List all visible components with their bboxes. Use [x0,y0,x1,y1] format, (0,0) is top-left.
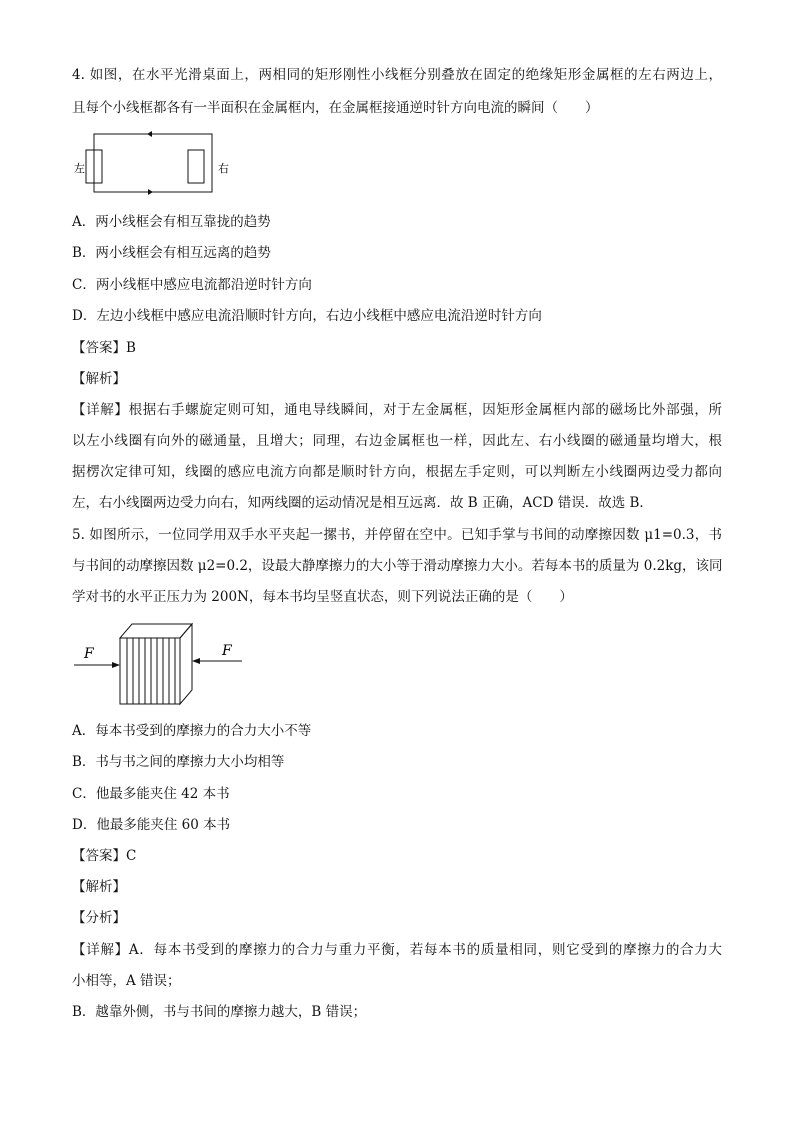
q5-detail-line-3: B．越靠外侧，书与书间的摩擦力越大，B 错误； [72,1004,367,1020]
q4-stem-line-1: 4. 如图，在水平光滑桌面上，两相同的矩形刚性小线框分别叠放在固定的绝缘矩形金属框的左右两边上， [72,67,722,83]
q4-figure [70,128,240,204]
q5-option-a: A．每本书受到的摩擦力的合力大小不等 [72,723,312,739]
q5-stem-line-3: 学对书的水平正压力为 200N，每本书均呈竖直状态，则下列说法正确的是（ ） [72,589,573,605]
q5-option-d: D．他最多能夹住 60 本书 [72,817,231,833]
q5-detail-line-1: 【详解】A．每本书受到的摩擦力的合力与重力平衡，若每本书的质量相同，则它受到的摩擦力的合力大 [72,942,722,958]
book-stack-side [180,624,192,704]
q4-detail-line-2: 以左小线圈有向外的磁通量，且增大；同理，右边金属框也一样，因此左、右小线圈的磁通量均增大，根 [72,433,722,449]
book-spines [127,638,175,704]
right-small-frame [188,150,204,183]
q4-detail-line-1: 【详解】根据右手螺旋定则可知，通电导线瞬间，对于左金属框，因矩形金属框内部的磁场比外部强，所 [72,402,722,418]
current-arrow-bottom [148,189,153,195]
q4-option-c: C．两小线框中感应电流都沿逆时针方向 [72,277,312,293]
q5-books-diagram [72,618,247,710]
q4-circuit-diagram [70,128,240,200]
q4-detail-line-4: 左，右小线圈两边受力向右，知两线圈的运动情况是相互远离．故 B 正确，ACD 错误．故选 B． [72,495,653,511]
right-force-label: F [222,643,232,659]
q5-answer: 【答案】C [72,848,137,864]
q4-option-b: B．两小线框会有相互远离的趋势 [72,245,271,261]
q4-analysis-label: 【解析】 [72,371,126,387]
left-force-label: F [84,646,94,662]
q5-stem-line-2: 与书间的动摩擦因数 μ2=0.2，设最大静摩擦力的大小等于滑动摩擦力大小。若每本书的质量为 0.2kg，该同 [72,558,723,574]
current-arrow-top [147,131,152,137]
q5-analysis-label: 【解析】 [72,879,126,895]
left-label: 左 [74,162,85,175]
q4-detail-line-3: 据楞次定律可知，线圈的感应电流方向都是顺时针方向，根据左手定则，可以判断左小线圈两边受力都向 [72,464,722,480]
q5-analysis-sub: 【分析】 [72,910,126,926]
right-label: 右 [218,162,229,175]
q5-option-c: C．他最多能夹住 42 本书 [72,786,230,802]
book-stack-front [120,638,180,704]
q4-option-a: A．两小线框会有相互靠拢的趋势 [72,214,271,230]
q5-detail-line-2: 小相等，A 错误； [72,973,181,989]
right-force-arrowhead [192,658,200,664]
q5-stem-line-1: 5. 如图所示，一位同学用双手水平夹起一摞书，并停留在空中。已知手掌与书间的动摩擦因数 μ1=0.3，书 [72,527,722,543]
q4-answer: 【答案】B [72,340,136,356]
left-force-arrowhead [112,662,120,668]
q5-option-b: B．书与书之间的摩擦力大小均相等 [72,754,285,770]
q4-option-d: D．左边小线框中感应电流沿顺时针方向，右边小线框中感应电流沿逆时针方向 [72,308,542,324]
q4-stem-line-2: 且每个小线框都各有一半面积在金属框内，在金属框接通逆时针方向电流的瞬间（ ） [72,100,599,116]
q5-figure [72,618,247,714]
